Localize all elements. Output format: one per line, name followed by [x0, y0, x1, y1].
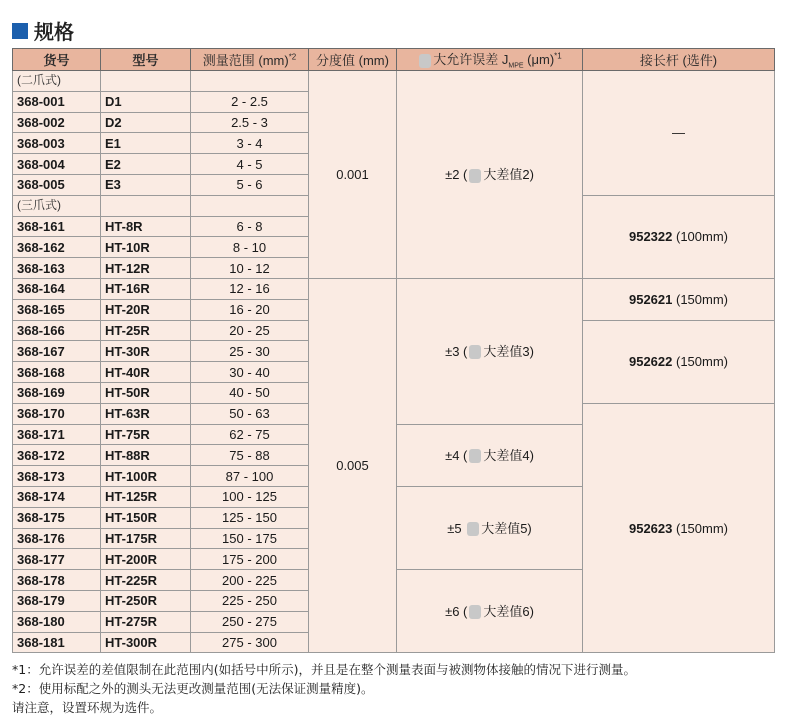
- max-error-cell: ±3 ( 大差值3): [397, 278, 583, 424]
- item-no-cell: 368-162: [13, 237, 101, 258]
- max-error-cell: ±4 ( 大差值4): [397, 424, 583, 486]
- model-cell: E3: [101, 174, 191, 195]
- range-cell: 125 - 150: [191, 507, 309, 528]
- extension-rod-cell: 952623 (150mm): [583, 403, 775, 653]
- blurred-char-icon: [469, 169, 481, 183]
- range-cell: 2.5 - 3: [191, 112, 309, 133]
- model-cell: HT-20R: [101, 299, 191, 320]
- model-cell: HT-125R: [101, 486, 191, 507]
- table-row: [13, 278, 775, 299]
- item-no-cell: 368-163: [13, 258, 101, 279]
- graduation-cell: 0.005: [309, 278, 397, 652]
- range-cell: 8 - 10: [191, 237, 309, 258]
- range-cell: [191, 71, 309, 92]
- model-cell: HT-63R: [101, 403, 191, 424]
- model-cell: HT-100R: [101, 466, 191, 487]
- range-cell: 40 - 50: [191, 382, 309, 403]
- item-no-cell: 368-004: [13, 154, 101, 175]
- header-graduation: 分度值 (mm): [309, 49, 397, 71]
- item-no-cell: 368-002: [13, 112, 101, 133]
- item-no-cell: 368-175: [13, 507, 101, 528]
- model-cell: D1: [101, 91, 191, 112]
- item-no-cell: 368-172: [13, 445, 101, 466]
- model-cell: HT-88R: [101, 445, 191, 466]
- header-row: [13, 49, 775, 71]
- range-cell: 5 - 6: [191, 174, 309, 195]
- header-range: 测量范围 (mm)$^{*2}$: [191, 49, 309, 71]
- footnote-1: *1：允许误差的差值限制在此范围内(如括号中所示)，并且是在整个测量表面与被测物体接触的情况下进行测量。: [12, 662, 636, 677]
- header-item-no: 货号: [13, 49, 101, 71]
- range-cell: 50 - 63: [191, 403, 309, 424]
- model-cell: HT-10R: [101, 237, 191, 258]
- range-cell: 3 - 4: [191, 133, 309, 154]
- model-cell: HT-200R: [101, 549, 191, 570]
- range-cell: 6 - 8: [191, 216, 309, 237]
- range-cell: 2 - 2.5: [191, 91, 309, 112]
- group-label: (二爪式): [13, 71, 101, 92]
- range-cell: 200 - 225: [191, 570, 309, 591]
- footnotes: [12, 660, 636, 717]
- item-no-cell: 368-179: [13, 590, 101, 611]
- model-cell: HT-300R: [101, 632, 191, 653]
- model-cell: E1: [101, 133, 191, 154]
- blurred-char-icon: [469, 345, 481, 359]
- heading-square-icon: [12, 23, 28, 39]
- item-no-cell: 368-176: [13, 528, 101, 549]
- blurred-char-icon: [419, 54, 431, 68]
- group-label: (三爪式): [13, 195, 101, 216]
- item-no-cell: 368-173: [13, 466, 101, 487]
- footnote-3: 请注意，设置环规为选件。: [12, 700, 163, 715]
- graduation-cell: 0.001: [309, 71, 397, 279]
- model-cell: HT-40R: [101, 362, 191, 383]
- max-error-cell: ±2 ( 大差值2): [397, 71, 583, 279]
- range-cell: [191, 195, 309, 216]
- item-no-cell: 368-165: [13, 299, 101, 320]
- model-cell: [101, 71, 191, 92]
- footnote-2: *2：使用标配之外的测头无法更改测量范围(无法保证测量精度)。: [12, 681, 374, 696]
- extension-rod-cell: —: [583, 71, 775, 196]
- model-cell: HT-16R: [101, 278, 191, 299]
- model-cell: HT-12R: [101, 258, 191, 279]
- range-cell: 150 - 175: [191, 528, 309, 549]
- model-cell: HT-30R: [101, 341, 191, 362]
- range-cell: 87 - 100: [191, 466, 309, 487]
- range-cell: 225 - 250: [191, 590, 309, 611]
- model-cell: HT-75R: [101, 424, 191, 445]
- section-heading: [12, 16, 74, 45]
- extension-rod-cell: 952621 (150mm): [583, 278, 775, 320]
- max-error-cell: ±6 ( 大差值6): [397, 570, 583, 653]
- heading-text: 规格: [34, 20, 74, 44]
- extension-rod-cell: 952622 (150mm): [583, 320, 775, 403]
- header-model: 型号: [101, 49, 191, 71]
- header-max-error: 大允许误差 $J_{MPE}$ $(\mu m)^{*1}$: [397, 49, 583, 71]
- item-no-cell: 368-001: [13, 91, 101, 112]
- header-extension-rod: 接长杆 (选件): [583, 49, 775, 71]
- item-no-cell: 368-161: [13, 216, 101, 237]
- spec-table: [12, 48, 775, 653]
- range-cell: 16 - 20: [191, 299, 309, 320]
- item-no-cell: 368-168: [13, 362, 101, 383]
- range-cell: 275 - 300: [191, 632, 309, 653]
- model-cell: D2: [101, 112, 191, 133]
- table-row: [13, 71, 775, 92]
- blurred-char-icon: [469, 449, 481, 463]
- model-cell: HT-8R: [101, 216, 191, 237]
- model-cell: HT-25R: [101, 320, 191, 341]
- model-cell: E2: [101, 154, 191, 175]
- range-cell: 25 - 30: [191, 341, 309, 362]
- item-no-cell: 368-003: [13, 133, 101, 154]
- model-cell: HT-250R: [101, 590, 191, 611]
- model-cell: HT-225R: [101, 570, 191, 591]
- range-cell: 10 - 12: [191, 258, 309, 279]
- item-no-cell: 368-164: [13, 278, 101, 299]
- model-cell: HT-275R: [101, 611, 191, 632]
- range-cell: 250 - 275: [191, 611, 309, 632]
- range-cell: 30 - 40: [191, 362, 309, 383]
- item-no-cell: 368-171: [13, 424, 101, 445]
- model-cell: HT-150R: [101, 507, 191, 528]
- range-cell: 75 - 88: [191, 445, 309, 466]
- blurred-char-icon: [467, 522, 479, 536]
- range-cell: 62 - 75: [191, 424, 309, 445]
- range-cell: 175 - 200: [191, 549, 309, 570]
- range-cell: 4 - 5: [191, 154, 309, 175]
- model-cell: HT-175R: [101, 528, 191, 549]
- item-no-cell: 368-005: [13, 174, 101, 195]
- item-no-cell: 368-180: [13, 611, 101, 632]
- model-cell: HT-50R: [101, 382, 191, 403]
- item-no-cell: 368-170: [13, 403, 101, 424]
- item-no-cell: 368-167: [13, 341, 101, 362]
- range-cell: 12 - 16: [191, 278, 309, 299]
- max-error-cell: ±5 大差值5): [397, 486, 583, 569]
- extension-rod-cell: 952322 (100mm): [583, 195, 775, 278]
- range-cell: 20 - 25: [191, 320, 309, 341]
- item-no-cell: 368-169: [13, 382, 101, 403]
- model-cell: [101, 195, 191, 216]
- item-no-cell: 368-166: [13, 320, 101, 341]
- blurred-char-icon: [469, 605, 481, 619]
- item-no-cell: 368-177: [13, 549, 101, 570]
- range-cell: 100 - 125: [191, 486, 309, 507]
- item-no-cell: 368-174: [13, 486, 101, 507]
- item-no-cell: 368-181: [13, 632, 101, 653]
- item-no-cell: 368-178: [13, 570, 101, 591]
